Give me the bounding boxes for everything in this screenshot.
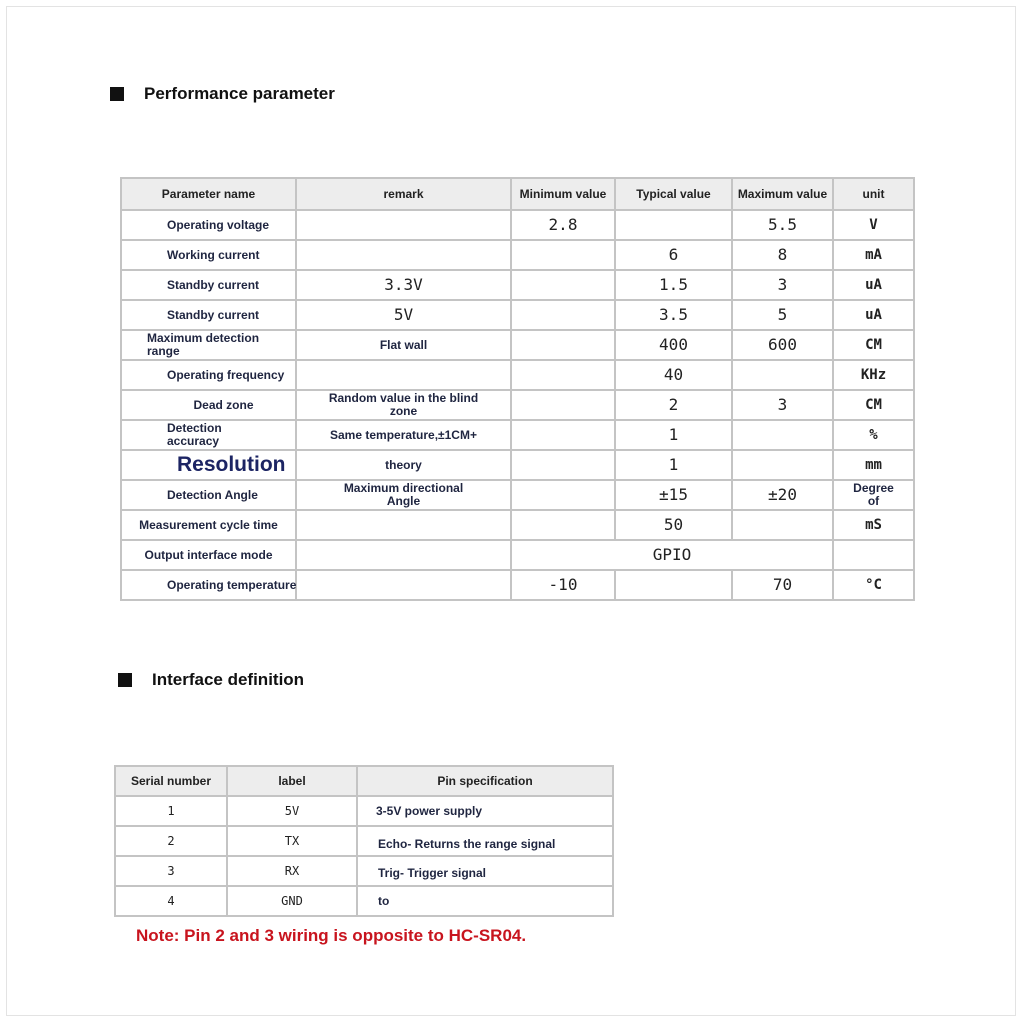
pin-serial: 1	[115, 796, 227, 826]
param-unit: KHz	[833, 360, 914, 390]
param-unit: V	[833, 210, 914, 240]
param-remark: Same temperature,±1CM+	[296, 420, 511, 450]
table-row	[121, 300, 914, 330]
section-interface-heading	[118, 670, 304, 690]
param-typ: 40	[615, 360, 732, 390]
param-remark: Flat wall	[296, 330, 511, 360]
square-bullet-icon	[110, 87, 124, 101]
table-row	[121, 450, 914, 480]
column-header: Minimum value	[511, 178, 615, 210]
column-header: Pin specification	[357, 766, 613, 796]
column-header: Serial number	[115, 766, 227, 796]
param-name: Measurement cycle time	[121, 510, 296, 540]
param-min	[511, 450, 615, 480]
param-remark: 3.3V	[296, 270, 511, 300]
param-min	[511, 510, 615, 540]
param-unit: mA	[833, 240, 914, 270]
param-remark	[296, 210, 511, 240]
column-header: Typical value	[615, 178, 732, 210]
column-header: Maximum value	[732, 178, 833, 210]
param-max	[732, 360, 833, 390]
param-unit: °C	[833, 570, 914, 600]
column-header: label	[227, 766, 357, 796]
param-typ: 1	[615, 420, 732, 450]
param-unit: Degree of	[833, 480, 914, 510]
param-remark: theory	[296, 450, 511, 480]
param-remark	[296, 540, 511, 570]
param-typ: 2	[615, 390, 732, 420]
param-name: Output interface mode	[121, 540, 296, 570]
pin-label: TX	[227, 826, 357, 856]
pin-serial: 3	[115, 856, 227, 886]
param-typ	[615, 210, 732, 240]
param-unit: CM	[833, 330, 914, 360]
section-title: Performance parameter	[144, 84, 335, 103]
param-min	[511, 480, 615, 510]
param-min	[511, 390, 615, 420]
param-max	[732, 420, 833, 450]
table-row	[121, 390, 914, 420]
param-typ	[615, 570, 732, 600]
table-row	[115, 886, 613, 916]
column-header: unit	[833, 178, 914, 210]
param-remark	[296, 240, 511, 270]
param-remark: 5V	[296, 300, 511, 330]
param-typ: 1.5	[615, 270, 732, 300]
param-typ: 3.5	[615, 300, 732, 330]
param-typ: 1	[615, 450, 732, 480]
param-remark	[296, 570, 511, 600]
param-unit: CM	[833, 390, 914, 420]
param-min	[511, 300, 615, 330]
param-name: Operating voltage	[121, 210, 296, 240]
param-unit: mS	[833, 510, 914, 540]
param-unit: %	[833, 420, 914, 450]
param-max: 3	[732, 270, 833, 300]
table-row	[121, 480, 914, 510]
table-row	[121, 570, 914, 600]
pin-spec: Echo- Returns the range signal	[357, 826, 613, 856]
param-min	[511, 240, 615, 270]
pin-serial: 4	[115, 886, 227, 916]
param-typ: ±15	[615, 480, 732, 510]
pin-spec: 3-5V power supply	[357, 796, 613, 826]
param-unit: mm	[833, 450, 914, 480]
param-typ: 400	[615, 330, 732, 360]
column-header: Parameter name	[121, 178, 296, 210]
param-name: Working current	[121, 240, 296, 270]
param-typ: 6	[615, 240, 732, 270]
pin-label: RX	[227, 856, 357, 886]
param-name: Operating temperature	[121, 570, 296, 600]
pin-spec: to	[357, 886, 613, 916]
table-row	[121, 540, 914, 570]
param-remark	[296, 360, 511, 390]
param-name: Standby current	[121, 270, 296, 300]
pin-label: GND	[227, 886, 357, 916]
param-min	[511, 330, 615, 360]
param-min: -10	[511, 570, 615, 600]
table-header-row	[121, 178, 914, 210]
pin-serial: 2	[115, 826, 227, 856]
param-name: Detection accuracy	[121, 420, 296, 450]
param-unit: uA	[833, 270, 914, 300]
param-max: ±20	[732, 480, 833, 510]
table-row	[121, 360, 914, 390]
table-row	[121, 510, 914, 540]
section-title: Interface definition	[152, 670, 305, 689]
table-row	[121, 210, 914, 240]
table-row	[121, 270, 914, 300]
param-max	[732, 510, 833, 540]
table-row	[121, 420, 914, 450]
param-unit	[833, 540, 914, 570]
param-name: Dead zone	[121, 390, 296, 420]
param-min	[511, 270, 615, 300]
table-row	[121, 330, 914, 360]
param-max: 600	[732, 330, 833, 360]
param-max: 8	[732, 240, 833, 270]
wiring-note: Note: Pin 2 and 3 wiring is opposite to HC-SR04.	[136, 926, 527, 945]
param-max: 5.5	[732, 210, 833, 240]
table-row	[115, 796, 613, 826]
section-performance-heading	[110, 84, 335, 104]
param-remark: Random value in the blind zone	[296, 390, 511, 420]
param-max: 70	[732, 570, 833, 600]
table-row	[115, 856, 613, 886]
performance-table	[120, 177, 915, 601]
column-header: remark	[296, 178, 511, 210]
param-remark	[296, 510, 511, 540]
param-name: Maximum detection range	[121, 330, 296, 360]
param-name: Operating frequency	[121, 360, 296, 390]
param-typ: 50	[615, 510, 732, 540]
pin-table	[114, 765, 614, 917]
table-row	[121, 240, 914, 270]
param-max: 3	[732, 390, 833, 420]
table-row	[115, 826, 613, 856]
pin-label: 5V	[227, 796, 357, 826]
table-header-row	[115, 766, 613, 796]
pin-spec: Trig- Trigger signal	[357, 856, 613, 886]
param-unit: uA	[833, 300, 914, 330]
param-min	[511, 420, 615, 450]
square-bullet-icon	[118, 673, 132, 687]
param-max	[732, 450, 833, 480]
param-min: 2.8	[511, 210, 615, 240]
param-name: Standby current	[121, 300, 296, 330]
param-remark: Maximum directional Angle	[296, 480, 511, 510]
param-name: Detection Angle	[121, 480, 296, 510]
param-typ: GPIO	[511, 540, 833, 570]
param-name: Resolution	[121, 450, 296, 480]
param-max: 5	[732, 300, 833, 330]
param-min	[511, 360, 615, 390]
